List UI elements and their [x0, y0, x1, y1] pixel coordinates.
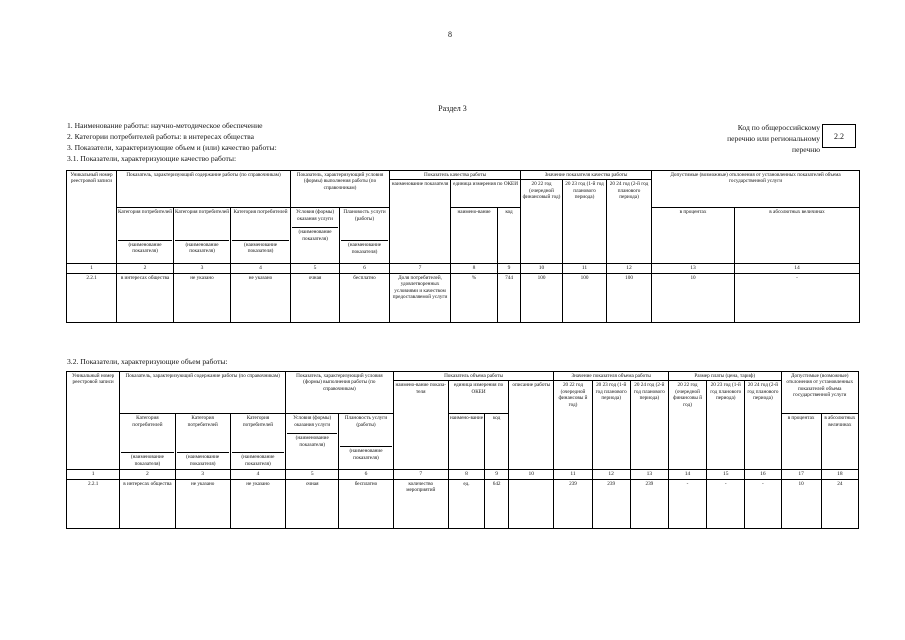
col-year-2022: 20 22 год (очередной финансовый год): [521, 180, 563, 264]
col-number: 13: [630, 470, 668, 479]
col-number: 8: [448, 470, 484, 479]
col-number: 17: [781, 470, 821, 479]
col-year-2023: 20 23 год (1-й год планового периода): [592, 381, 630, 470]
quality-table: [66, 170, 860, 323]
sub-label: Условия (формы) оказания услуги: [295, 209, 335, 222]
col-unique-number: Уникальный номер реестровой записи: [67, 372, 120, 470]
col-year-2024: 20 24 год (2-й год планового периода): [607, 180, 652, 264]
cell-unique-number: 2.2.1: [67, 273, 117, 322]
cell-quality-name: Доля потребителей, удовлетворенных условиями и качеством предоставляемой услуги: [390, 273, 451, 322]
sub-note: (наименование показателя): [287, 433, 337, 448]
sub-note: (наименование показателя): [118, 240, 172, 255]
cell-fee-2022: -: [668, 479, 706, 528]
col-number: 18: [821, 470, 858, 479]
col-number: 2: [120, 470, 175, 479]
col-unit: единица измерения по ОКЕИ: [448, 381, 508, 414]
col-number: 12: [592, 470, 630, 479]
sub-label: Категория потребителей: [175, 209, 229, 216]
sub-category-1: [117, 208, 174, 264]
col-number: 10: [521, 264, 563, 273]
col-number: 6: [340, 264, 390, 273]
col-fee-2024: 20 24 год (2-й год планового периода): [745, 381, 781, 470]
cell-value-2024: 239: [630, 479, 668, 528]
cell-dev-absolute: -: [735, 273, 860, 322]
col-number: 4: [231, 264, 291, 273]
col-number: 6: [339, 470, 393, 479]
col-fee-2022: 20 22 год (очередной финансовы й год): [668, 381, 706, 470]
col-unit-name: наимено-вание: [451, 208, 498, 264]
work-name-line: 1. Наименование работы: научно-методическое обеспечение: [67, 121, 263, 130]
col-conditions: Показатель, характеризующий условия (формы) выполнения работы (по справочникам): [291, 171, 390, 208]
sub-label: Плановость услуги (работы): [343, 209, 386, 222]
col-deviation: Допустимые (возможные) отклонения от установленных показателей объема государственной услуги: [781, 372, 859, 414]
table-row: [67, 479, 859, 528]
col-quality: Показатель качества работы: [390, 171, 521, 180]
col-number: 5: [291, 264, 340, 273]
col-number: 13: [652, 264, 735, 273]
cell-value-2022: 100: [521, 273, 563, 322]
consumer-category-line: 2. Категории потребителей работы: в интересах общества: [67, 132, 254, 141]
sub-label: Категория потребителей: [187, 415, 218, 428]
table-row: [67, 273, 860, 322]
cell-value-2022: 239: [554, 479, 592, 528]
cell-category-1: в интересах общества: [120, 479, 175, 528]
cell-dev-absolute: 24: [821, 479, 858, 528]
col-year-2023: 20 23 год (1-й год планового периода): [563, 180, 607, 264]
sub-label: Категория потребителей: [242, 415, 274, 428]
volume-indicators-title: 3.2. Показатели, характеризующие объем работы:: [67, 357, 228, 366]
sub-conditions: [291, 208, 340, 264]
sub-note: (наименование показателя): [232, 240, 289, 255]
col-unit-code: код: [498, 208, 521, 264]
cell-unit-code: 744: [498, 273, 521, 322]
col-deviation: Допустимые (возможные) отклонения от установленных показателей объема государственной услуги: [652, 171, 860, 208]
cell-category-2: не указано: [174, 273, 231, 322]
col-number: 11: [554, 470, 592, 479]
col-number: 2: [117, 264, 174, 273]
col-number: 4: [230, 470, 285, 479]
sub-label: Условия (формы) оказания услуги: [293, 415, 332, 428]
sub-category-3: [230, 414, 285, 470]
col-fee: Размер платы (цена, тариф): [668, 372, 781, 381]
volume-table: [66, 371, 859, 529]
sub-planning: [339, 414, 393, 470]
cell-planning: бесплатно: [340, 273, 390, 322]
col-quality-name: наименование показателя: [390, 180, 451, 264]
col-unit-code: код: [485, 414, 509, 470]
cell-planning: бесплатно: [339, 479, 393, 528]
cell-category-3: не указано: [230, 479, 285, 528]
col-number: 1: [67, 264, 117, 273]
col-number: 10: [509, 470, 554, 479]
col-values: Значение показателя объема работы: [554, 372, 669, 381]
col-volume-name: наимено-вание показа-теля: [393, 381, 448, 470]
col-number: 7: [390, 264, 451, 273]
sub-note: (наименование показателя): [121, 452, 173, 467]
col-dev-percent: в процентах: [652, 208, 735, 264]
col-year-2024: 20 24 год (2-й год планового периода): [630, 381, 668, 470]
cell-dev-percent: 10: [781, 479, 821, 528]
code-label: Код по общероссийскому перечню или региональному перечню: [727, 123, 820, 154]
page-number: 8: [448, 30, 452, 39]
col-number: 16: [745, 470, 781, 479]
cell-dev-percent: 10: [652, 273, 735, 322]
sub-note: (наименование показателя): [292, 227, 338, 242]
sub-note: (наименование показателя): [341, 240, 388, 255]
col-number: 11: [563, 264, 607, 273]
cell-value-2023: 239: [592, 479, 630, 528]
cell-conditions: очная: [291, 273, 340, 322]
col-content: Показатель, характеризующий содержание работы (по справочникам): [117, 171, 291, 208]
col-number: 9: [485, 470, 509, 479]
col-conditions: Показатель, характеризующий условия (формы) выполнения работы (по справочникам): [286, 372, 394, 414]
col-fee-2023: 20 23 год (1-й год планового периода): [707, 381, 745, 470]
cell-fee-2023: -: [707, 479, 745, 528]
col-dev-percent: в процентах: [781, 414, 821, 470]
col-number: 7: [393, 470, 448, 479]
col-description: описание работы: [509, 381, 554, 470]
col-number: 1: [67, 470, 120, 479]
cell-value-2024: 100: [607, 273, 652, 322]
col-year-2022: 20 22 год (очередной финансовы й год): [554, 381, 592, 470]
col-number: 3: [174, 264, 231, 273]
cell-category-1: в интересах общества: [117, 273, 174, 322]
sub-planning: [340, 208, 390, 264]
cell-fee-2024: -: [745, 479, 781, 528]
sub-category-2: [174, 208, 231, 264]
indicators-line: 3. Показатели, характеризующие объем и (или) качество работы:: [67, 143, 277, 152]
col-number: 12: [607, 264, 652, 273]
cell-unit-name: ед.: [448, 479, 484, 528]
column-numbers-row: [67, 264, 860, 273]
col-dev-absolute: в абсолютных величинах: [821, 414, 858, 470]
sub-note: (наименование показателя): [177, 452, 229, 467]
sub-note: (наименование показателя): [232, 452, 284, 467]
cell-volume-name: количество мероприятий: [393, 479, 448, 528]
col-content: Показатель, характеризующий содержание работы (по справочникам): [120, 372, 286, 414]
sub-conditions: [286, 414, 339, 470]
col-number: 3: [175, 470, 230, 479]
col-number: 8: [451, 264, 498, 273]
section-title: Раздел 3: [438, 104, 467, 113]
col-number: 14: [735, 264, 860, 273]
col-number: 9: [498, 264, 521, 273]
col-values: Значение показателя качества работы: [521, 171, 652, 180]
cell-unit-code: 642: [485, 479, 509, 528]
sub-note: (наименование показателя): [340, 446, 391, 461]
col-volume: Показатель объема работы: [393, 372, 554, 381]
cell-category-3: не указано: [231, 273, 291, 322]
col-unit: единица измерения по ОКЕИ: [451, 180, 521, 208]
sub-note: (наименование показателя): [175, 240, 229, 255]
sub-label: Категория потребителей: [132, 415, 163, 428]
column-numbers-row: [67, 470, 859, 479]
cell-description: [509, 479, 554, 528]
col-unit-name: наимено-вание: [448, 414, 484, 470]
col-number: 15: [707, 470, 745, 479]
sub-label: Категория потребителей: [118, 209, 172, 216]
sub-category-1: [120, 414, 175, 470]
col-unique-number: Уникальный номер реестровой записи: [67, 171, 117, 264]
sub-label: Категория потребителей: [233, 209, 288, 216]
quality-indicators-line: 3.1. Показатели, характеризующие качество работы:: [67, 154, 237, 163]
sub-label: Плановость услуги (работы): [344, 415, 388, 428]
sub-category-2: [175, 414, 230, 470]
cell-category-2: не указано: [175, 479, 230, 528]
col-number: 14: [668, 470, 706, 479]
code-box: [822, 124, 856, 148]
cell-value-2023: 100: [563, 273, 607, 322]
code-value: 2.2: [834, 131, 844, 141]
cell-conditions: очная: [286, 479, 339, 528]
sub-category-3: [231, 208, 291, 264]
col-number: 5: [286, 470, 339, 479]
cell-unique-number: 2.2.1: [67, 479, 120, 528]
cell-unit-name: %: [451, 273, 498, 322]
col-dev-absolute: в абсолютных величинах: [735, 208, 860, 264]
